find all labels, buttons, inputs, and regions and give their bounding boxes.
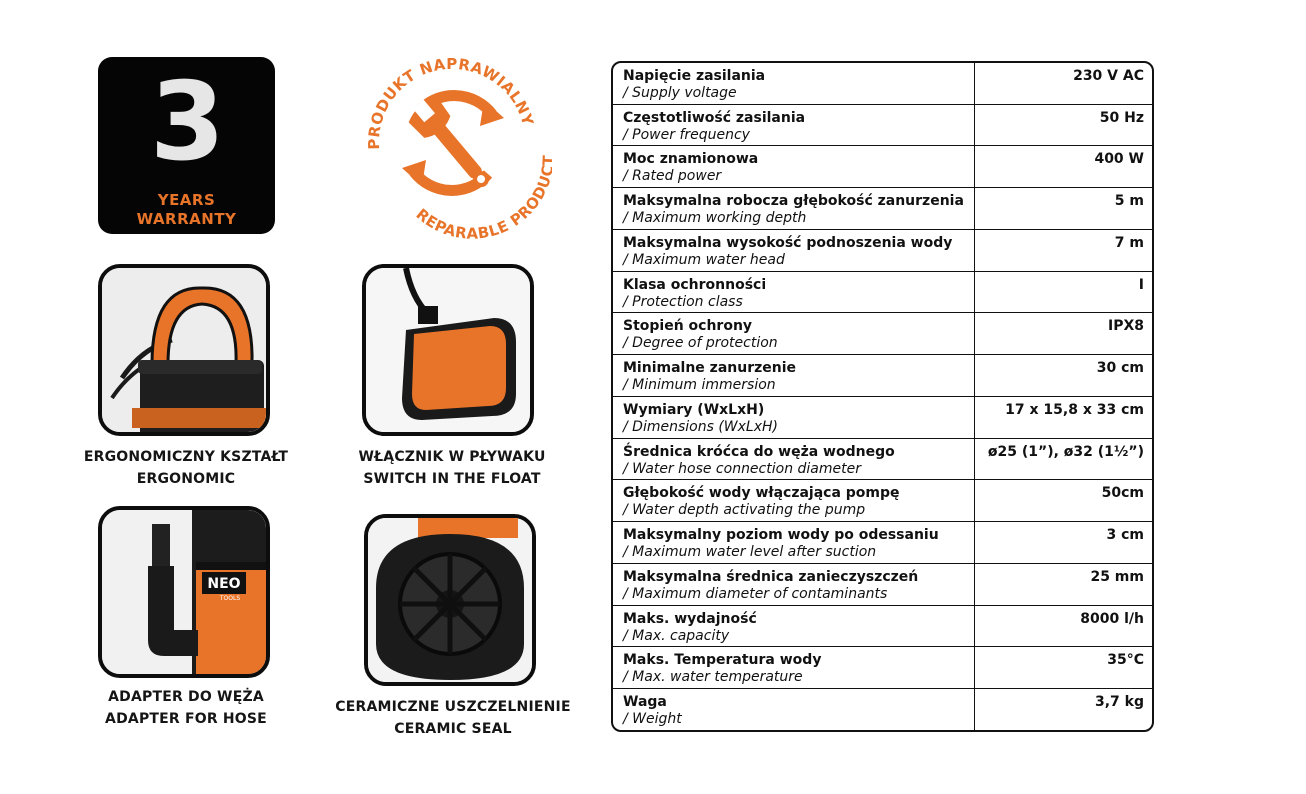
feature-title-pl: ADAPTER DO WĘŻA xyxy=(108,689,264,705)
spec-label-pl: Minimalne zanurzenie xyxy=(623,360,797,377)
feature-image-ceramic-seal xyxy=(364,514,536,686)
specification-table xyxy=(611,61,1154,732)
spec-label-cell xyxy=(613,313,975,355)
spec-row xyxy=(613,63,1152,104)
feature-caption-hose-adapter xyxy=(60,686,312,730)
spec-row xyxy=(613,396,1152,438)
spec-label-en: / Supply voltage xyxy=(623,85,737,101)
warranty-label: WARRANTY xyxy=(136,210,237,228)
spec-row xyxy=(613,480,1152,522)
spec-value: 50 Hz xyxy=(975,104,1153,146)
feature-title-en: CERAMIC SEAL xyxy=(394,721,512,737)
spec-label-cell xyxy=(613,396,975,438)
spec-label-en: / Dimensions (WxLxH) xyxy=(623,418,778,435)
spec-label-cell xyxy=(613,146,975,188)
feature-title-en: ERGONOMIC xyxy=(136,471,236,487)
spec-label-pl: Maks. Temperatura wody xyxy=(623,652,822,669)
spec-value: 3 cm xyxy=(975,522,1153,564)
spec-value: 17 x 15,8 x 33 cm xyxy=(975,396,1153,438)
feature-caption-float-switch xyxy=(326,446,578,490)
spec-label-en: / Water depth activating the pump xyxy=(623,502,866,519)
spec-value: ø25 (1”), ø32 (1½”) xyxy=(975,438,1153,480)
spec-label-pl: Średnica króćca do węża wodnego xyxy=(623,443,895,460)
spec-label-pl: Wymiary (WxLxH) xyxy=(623,401,765,418)
spec-label-cell xyxy=(613,271,975,313)
spec-label-en: / Maximum diameter of contaminants xyxy=(623,585,888,602)
spec-value: 25 mm xyxy=(975,563,1153,605)
spec-value: 30 cm xyxy=(975,355,1153,397)
spec-label-cell xyxy=(613,605,975,647)
spec-label-en: / Minimum immersion xyxy=(623,377,776,394)
repairable-pl-text: PRODUKT NAPRAWIALNY xyxy=(364,55,538,150)
warranty-badge xyxy=(98,57,275,234)
spec-label-en: / Maximum water level after suction xyxy=(623,544,877,561)
spec-label-cell xyxy=(613,355,975,397)
feature-title-pl: WŁĄCZNIK W PŁYWAKU xyxy=(358,449,546,465)
spec-value: 7 m xyxy=(975,229,1153,271)
warranty-number: 3 xyxy=(149,60,224,185)
spec-label-pl: Moc znamionowa xyxy=(623,151,759,168)
spec-value: 5 m xyxy=(975,188,1153,230)
spec-row xyxy=(613,229,1152,271)
spec-value: 230 V AC xyxy=(975,63,1153,104)
spec-label-en: / Water hose connection diameter xyxy=(623,460,861,477)
brand-logo-text: NEO xyxy=(207,576,241,592)
spec-label-pl: Głębokość wody włączająca pompę xyxy=(623,485,900,502)
feature-image-float-switch xyxy=(362,264,534,436)
spec-value: I xyxy=(975,271,1153,313)
spec-label-cell xyxy=(613,229,975,271)
spec-label-cell xyxy=(613,63,975,104)
brand-sub-text: TOOLS xyxy=(219,595,241,602)
spec-label-pl: Częstotliwość zasilania xyxy=(623,109,806,126)
spec-label-pl: Napięcie zasilania xyxy=(623,68,766,84)
feature-title-pl: ERGONOMICZNY KSZTAŁT xyxy=(83,449,289,465)
spec-row xyxy=(613,271,1152,313)
feature-image-hose-adapter xyxy=(98,506,270,678)
spec-label-en: / Power frequency xyxy=(623,126,750,143)
spec-row xyxy=(613,689,1152,730)
spec-row xyxy=(613,146,1152,188)
spec-label-cell xyxy=(613,647,975,689)
spec-value: IPX8 xyxy=(975,313,1153,355)
spec-value: 3,7 kg xyxy=(1094,694,1144,711)
spec-label-pl: Maksymalna robocza głębokość zanurzenia xyxy=(623,193,964,210)
spec-row xyxy=(613,313,1152,355)
warranty-years-label: YEARS xyxy=(157,191,216,209)
spec-label-en: / Protection class xyxy=(623,293,743,310)
spec-row xyxy=(613,605,1152,647)
spec-row xyxy=(613,563,1152,605)
feature-title-en: SWITCH IN THE FLOAT xyxy=(363,471,541,487)
spec-row xyxy=(613,355,1152,397)
spec-label-en: / Rated power xyxy=(623,168,722,185)
spec-row xyxy=(613,438,1152,480)
spec-label-cell xyxy=(613,689,975,730)
feature-caption-ergonomic xyxy=(60,446,312,490)
spec-label-en: / Maximum working depth xyxy=(623,210,807,227)
spec-label-en: / Max. capacity xyxy=(623,627,730,644)
spec-label-cell xyxy=(613,438,975,480)
spec-label-pl: Klasa ochronności xyxy=(623,276,767,293)
spec-label-en: / Weight xyxy=(623,711,682,728)
spec-label-cell xyxy=(613,563,975,605)
spec-label-en: / Max. water temperature xyxy=(623,669,803,686)
spec-label-en: / Maximum water head xyxy=(623,251,785,268)
spec-label-pl: Stopień ochrony xyxy=(623,318,753,335)
feature-caption-ceramic-seal xyxy=(320,696,586,740)
spec-label-pl: Maksymalny poziom wody po odessaniu xyxy=(623,527,939,544)
feature-title-pl: CERAMICZNE USZCZELNIENIE xyxy=(335,699,571,715)
spec-row xyxy=(613,522,1152,564)
spec-label-cell xyxy=(613,104,975,146)
spec-label-cell xyxy=(613,480,975,522)
feature-image-ergonomic xyxy=(98,264,270,436)
spec-row xyxy=(613,647,1152,689)
spec-value: 8000 l/h xyxy=(975,605,1153,647)
repairable-product-badge xyxy=(352,42,552,242)
spec-value: 35°C xyxy=(975,647,1153,689)
spec-label-cell xyxy=(613,522,975,564)
spec-label-pl: Maks. wydajność xyxy=(623,610,757,627)
spec-row xyxy=(613,188,1152,230)
spec-row xyxy=(613,104,1152,146)
spec-label-pl: Waga xyxy=(623,694,667,711)
repairable-en-text: REPARABLE PROD xyxy=(412,182,551,242)
repair-wrench-icon xyxy=(352,42,552,242)
svg-text:REPARABLE PRODUCT xyxy=(413,154,552,242)
spec-value: 400 W xyxy=(975,146,1153,188)
spec-label-pl: Maksymalna średnica zanieczyszczeń xyxy=(623,568,919,585)
spec-label-en: / Degree of protection xyxy=(623,335,778,352)
feature-title-en: ADAPTER FOR HOSE xyxy=(105,711,267,727)
spec-label-cell xyxy=(613,188,975,230)
spec-label-pl: Maksymalna wysokość podnoszenia wody xyxy=(623,234,953,251)
spec-value: 50cm xyxy=(975,480,1153,522)
